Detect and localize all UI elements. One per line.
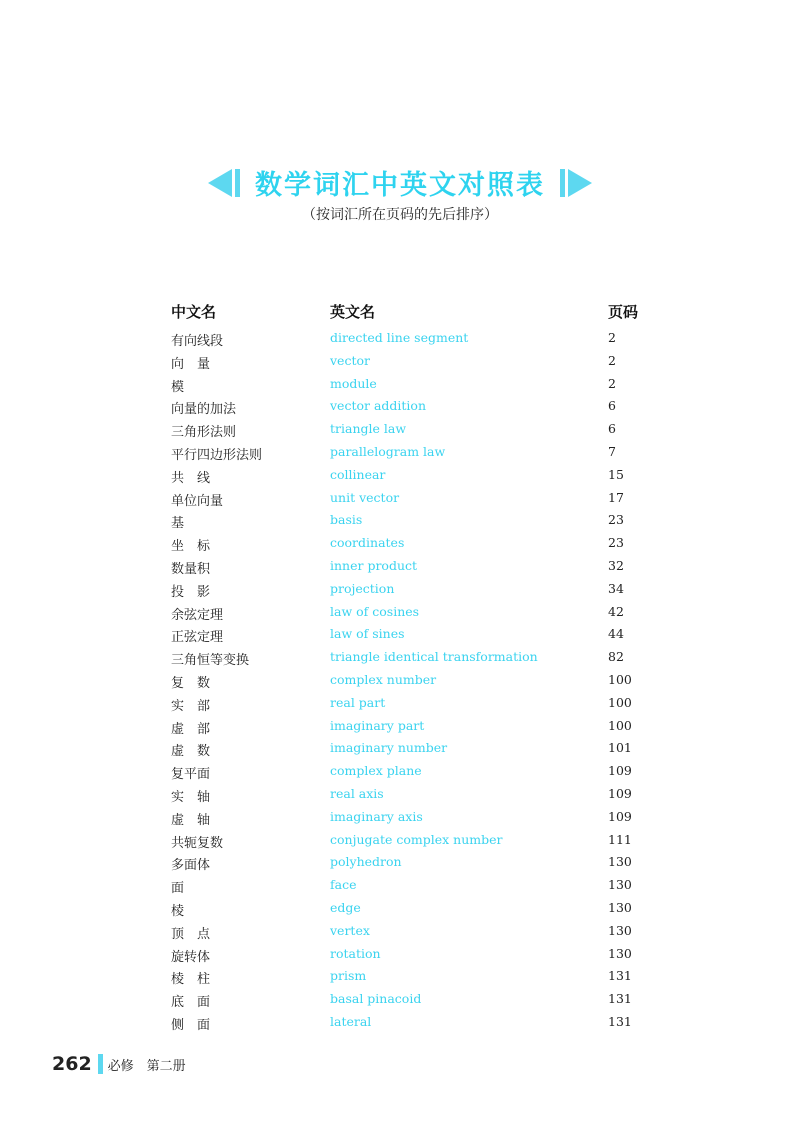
chinese-term: 有向线段 (171, 334, 224, 349)
english-term: imaginary axis (330, 808, 423, 824)
table-row (0, 693, 800, 716)
page-ref: 7 (608, 443, 616, 459)
english-term: rotation (330, 945, 381, 961)
page-ref: 130 (608, 877, 632, 893)
chinese-term: 多面体 (171, 858, 211, 874)
page-ref: 15 (608, 466, 624, 482)
table-row (0, 602, 800, 625)
table-row (0, 921, 800, 944)
chinese-term: 棱 柱 (171, 972, 211, 988)
english-term: law of sines (330, 626, 405, 642)
footer-bar-icon (98, 1054, 103, 1074)
page-ref: 131 (608, 968, 632, 984)
left-arrow-decoration (208, 169, 243, 197)
english-term: vector addition (330, 398, 427, 414)
chinese-term: 侧 面 (171, 1017, 211, 1033)
table-row (0, 738, 800, 761)
english-term: imaginary part (330, 717, 425, 733)
english-term: law of cosines (330, 603, 420, 619)
table-row (0, 624, 800, 647)
english-term: inner product (330, 557, 418, 573)
chinese-term: 向 量 (171, 356, 211, 372)
chinese-term: 复平面 (171, 767, 211, 783)
table-row (0, 875, 800, 898)
page-ref: 130 (608, 922, 632, 938)
page-ref: 34 (608, 580, 624, 596)
english-term: polyhedron (330, 854, 402, 870)
page-ref: 100 (608, 694, 632, 710)
page-ref: 17 (608, 489, 624, 505)
page-ref: 130 (608, 854, 632, 870)
english-term: vector (330, 352, 370, 368)
chinese-term: 面 (171, 881, 185, 897)
english-term: complex plane (330, 763, 422, 779)
english-term: directed line segment (330, 330, 469, 345)
english-term: triangle law (330, 421, 407, 437)
table-row (0, 351, 800, 374)
english-term: edge (330, 899, 361, 915)
page-ref: 6 (608, 421, 616, 437)
page-ref: 44 (608, 626, 624, 642)
page-ref: 23 (608, 512, 624, 528)
chinese-term: 投 影 (171, 584, 211, 600)
chinese-term: 正弦定理 (171, 630, 224, 646)
table-row (0, 510, 800, 533)
chinese-term: 模 (171, 379, 185, 395)
page-ref: 32 (608, 557, 624, 573)
column-header-page: 页码 (608, 303, 639, 321)
chinese-term: 复 数 (171, 675, 211, 691)
chinese-term: 虚 部 (171, 721, 211, 737)
english-term: imaginary number (330, 740, 448, 756)
title-banner (0, 163, 800, 202)
page-ref: 2 (608, 330, 616, 345)
chinese-term: 坐 标 (171, 539, 211, 555)
table-row (0, 442, 800, 465)
english-term: parallelogram law (330, 443, 446, 459)
english-term: conjugate complex number (330, 831, 503, 847)
page-footer (52, 1053, 186, 1075)
english-term: face (330, 877, 357, 893)
chinese-term: 三角形法则 (171, 425, 237, 441)
english-term: complex number (330, 671, 437, 687)
english-term: coordinates (330, 535, 405, 551)
english-term: lateral (330, 1013, 372, 1029)
column-header-chinese: 中文名 (171, 303, 217, 321)
english-term: basis (330, 512, 363, 528)
page-ref: 23 (608, 535, 624, 551)
page-title: 数学词汇中英文对照表 (255, 170, 545, 201)
table-row (0, 966, 800, 989)
page-number: 262 (52, 1053, 92, 1075)
page-ref: 100 (608, 717, 632, 733)
english-term: prism (330, 968, 367, 984)
table-row (0, 989, 800, 1012)
page-ref: 82 (608, 649, 624, 665)
english-term: unit vector (330, 489, 400, 505)
table-row (0, 807, 800, 830)
page-ref: 109 (608, 763, 632, 779)
chinese-term: 棱 (171, 903, 185, 919)
vocabulary-table (0, 328, 800, 1035)
chinese-term: 共 线 (171, 470, 211, 486)
book-label: 必修 第二册 (107, 1058, 186, 1074)
table-row (0, 556, 800, 579)
table-row (0, 419, 800, 442)
english-term: real axis (330, 785, 384, 801)
table-row (0, 830, 800, 853)
table-row (0, 898, 800, 921)
english-term: triangle identical transformation (330, 649, 538, 665)
chinese-term: 数量积 (171, 561, 211, 577)
chinese-term: 共轭复数 (171, 835, 224, 851)
chinese-term: 旋转体 (171, 949, 211, 965)
table-row (0, 579, 800, 602)
page-ref: 111 (608, 831, 632, 847)
right-arrow-decoration (557, 169, 592, 197)
chinese-term: 单位向量 (171, 493, 224, 509)
table-row (0, 761, 800, 784)
page-ref: 130 (608, 945, 632, 961)
left-bar-icon (235, 169, 240, 197)
chinese-term: 余弦定理 (171, 607, 224, 623)
page-ref: 109 (608, 785, 632, 801)
table-row (0, 716, 800, 739)
table-row (0, 784, 800, 807)
chinese-term: 基 (171, 516, 185, 532)
page-ref: 42 (608, 603, 624, 619)
chinese-term: 三角恒等变换 (171, 653, 250, 669)
page-ref: 2 (608, 375, 616, 391)
chinese-term: 平行四边形法则 (171, 447, 263, 463)
table-row (0, 328, 800, 351)
table-row (0, 465, 800, 488)
page-ref: 100 (608, 671, 632, 687)
english-term: projection (330, 580, 395, 596)
page-ref: 130 (608, 899, 632, 915)
table-row (0, 488, 800, 511)
right-triangle-icon (568, 169, 592, 197)
chinese-term: 底 面 (171, 995, 211, 1011)
english-term: vertex (330, 922, 370, 938)
left-triangle-icon (208, 169, 232, 197)
page-ref: 131 (608, 1013, 632, 1029)
page-ref: 131 (608, 991, 632, 1007)
table-row (0, 647, 800, 670)
page-subtitle: （按词汇所在页码的先后排序） (302, 207, 498, 223)
column-header-english: 英文名 (330, 303, 376, 321)
english-term: basal pinacoid (330, 991, 422, 1007)
chinese-term: 向量的加法 (171, 402, 237, 418)
chinese-term: 实 轴 (171, 789, 211, 805)
table-row (0, 852, 800, 875)
right-bar-icon (560, 169, 565, 197)
page-ref: 6 (608, 398, 616, 414)
english-term: real part (330, 694, 386, 710)
chinese-term: 顶 点 (171, 926, 211, 942)
chinese-term: 虚 数 (171, 744, 211, 760)
english-term: module (330, 375, 377, 391)
table-row (0, 533, 800, 556)
table-row (0, 670, 800, 693)
table-row (0, 944, 800, 967)
table-header (0, 301, 800, 323)
table-row (0, 1012, 800, 1035)
chinese-term: 虚 轴 (171, 812, 211, 828)
table-row (0, 396, 800, 419)
chinese-term: 实 部 (171, 698, 211, 714)
table-row (0, 374, 800, 397)
english-term: collinear (330, 466, 386, 482)
page-ref: 2 (608, 352, 616, 368)
page-ref: 101 (608, 740, 632, 756)
page-ref: 109 (608, 808, 632, 824)
